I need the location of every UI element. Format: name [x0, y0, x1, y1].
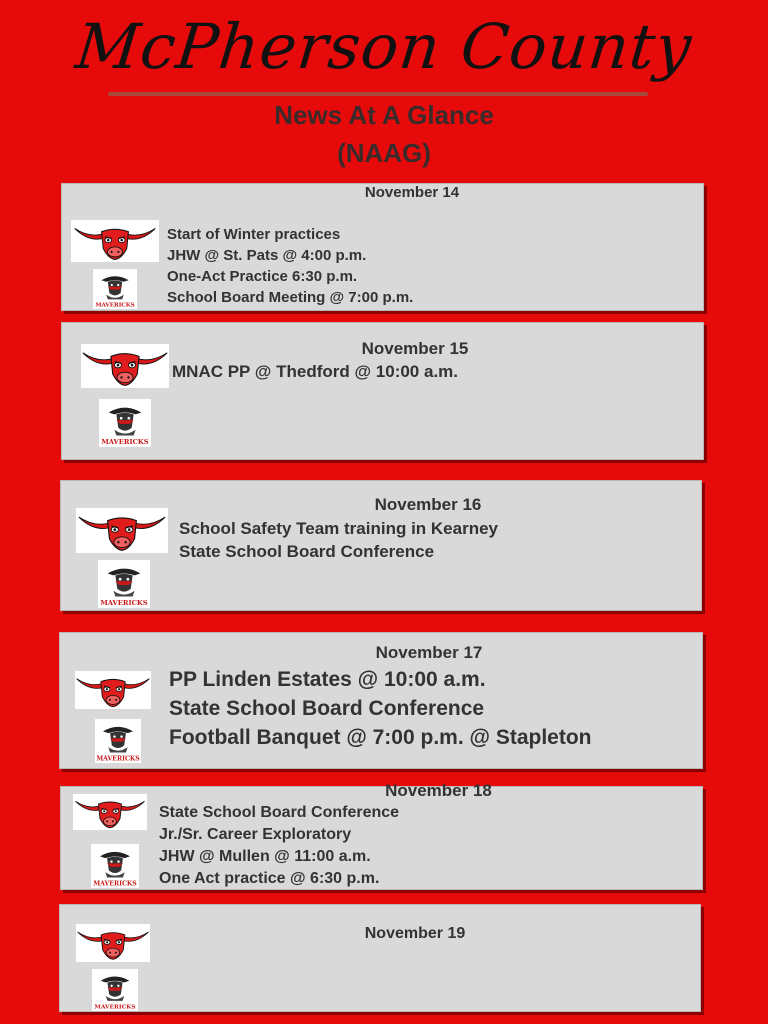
bull-mascot-icon — [75, 671, 151, 709]
bull-mascot-icon — [76, 508, 168, 553]
bull-mascot-icon — [73, 794, 147, 830]
event-item: State School Board Conference — [179, 542, 435, 561]
title-underline — [108, 92, 648, 96]
day-date: November 14 — [364, 184, 460, 201]
bull-mascot-icon — [71, 220, 159, 262]
event-item: One-Act Practice 6:30 p.m. — [167, 268, 358, 285]
event-item: Football Banquet @ 7:00 p.m. @ Stapleton — [169, 726, 592, 749]
event-item: State School Board Conference — [169, 697, 485, 720]
event-item: School Safety Team training in Kearney — [179, 519, 498, 538]
bull-mascot-icon — [81, 344, 169, 388]
page-subtitle: News At A Glance — [274, 100, 494, 130]
event-item: School Board Meeting @ 7:00 p.m. — [167, 289, 414, 306]
day-events — [159, 802, 399, 890]
day-card-nov-18 — [60, 781, 703, 890]
bull-mascot-icon — [76, 924, 150, 962]
page-subtitle-acronym: (NAAG) — [337, 138, 431, 168]
day-card-nov-19 — [59, 904, 701, 1012]
event-item: One Act practice @ 6:30 p.m. — [159, 870, 380, 887]
day-card-nov-15 — [61, 322, 704, 460]
maverick-mascot-icon — [98, 560, 150, 608]
day-events — [172, 361, 458, 383]
event-item: JHW @ St. Pats @ 4:00 p.m. — [167, 247, 367, 264]
maverick-mascot-icon — [99, 399, 151, 447]
day-card-nov-16 — [60, 480, 702, 611]
event-item: JHW @ Mullen @ 11:00 a.m. — [159, 848, 371, 865]
day-card-nov-14 — [61, 183, 704, 311]
maverick-wordmark: MAVERICKS — [95, 302, 135, 309]
maverick-wordmark: MAVERICKS — [100, 599, 148, 608]
day-date: November 19 — [364, 925, 466, 942]
event-item: PP Linden Estates @ 10:00 a.m. — [169, 668, 486, 691]
maverick-mascot-icon — [93, 269, 137, 309]
day-events — [179, 517, 498, 563]
maverick-wordmark: MAVERICKS — [96, 755, 140, 763]
maverick-wordmark: MAVERICKS — [101, 438, 149, 447]
day-events — [167, 224, 413, 308]
day-date: November 16 — [374, 495, 482, 514]
maverick-mascot-icon — [92, 969, 138, 1011]
maverick-mascot-icon — [95, 719, 141, 763]
maverick-mascot-icon — [91, 844, 139, 888]
event-item: MNAC PP @ Thedford @ 10:00 a.m. — [172, 362, 459, 381]
event-item: State School Board Conference — [159, 804, 400, 821]
event-item: Jr./Sr. Career Exploratory — [159, 826, 352, 843]
day-date: November 17 — [375, 643, 483, 662]
maverick-wordmark: MAVERICKS — [94, 1003, 136, 1011]
page-title: McPherson County — [72, 10, 696, 83]
maverick-wordmark: MAVERICKS — [93, 880, 137, 888]
day-events — [169, 665, 591, 752]
day-card-nov-17 — [59, 632, 703, 769]
day-date: November 15 — [361, 339, 469, 358]
event-item: Start of Winter practices — [167, 226, 341, 243]
day-date: November 18 — [385, 781, 492, 800]
